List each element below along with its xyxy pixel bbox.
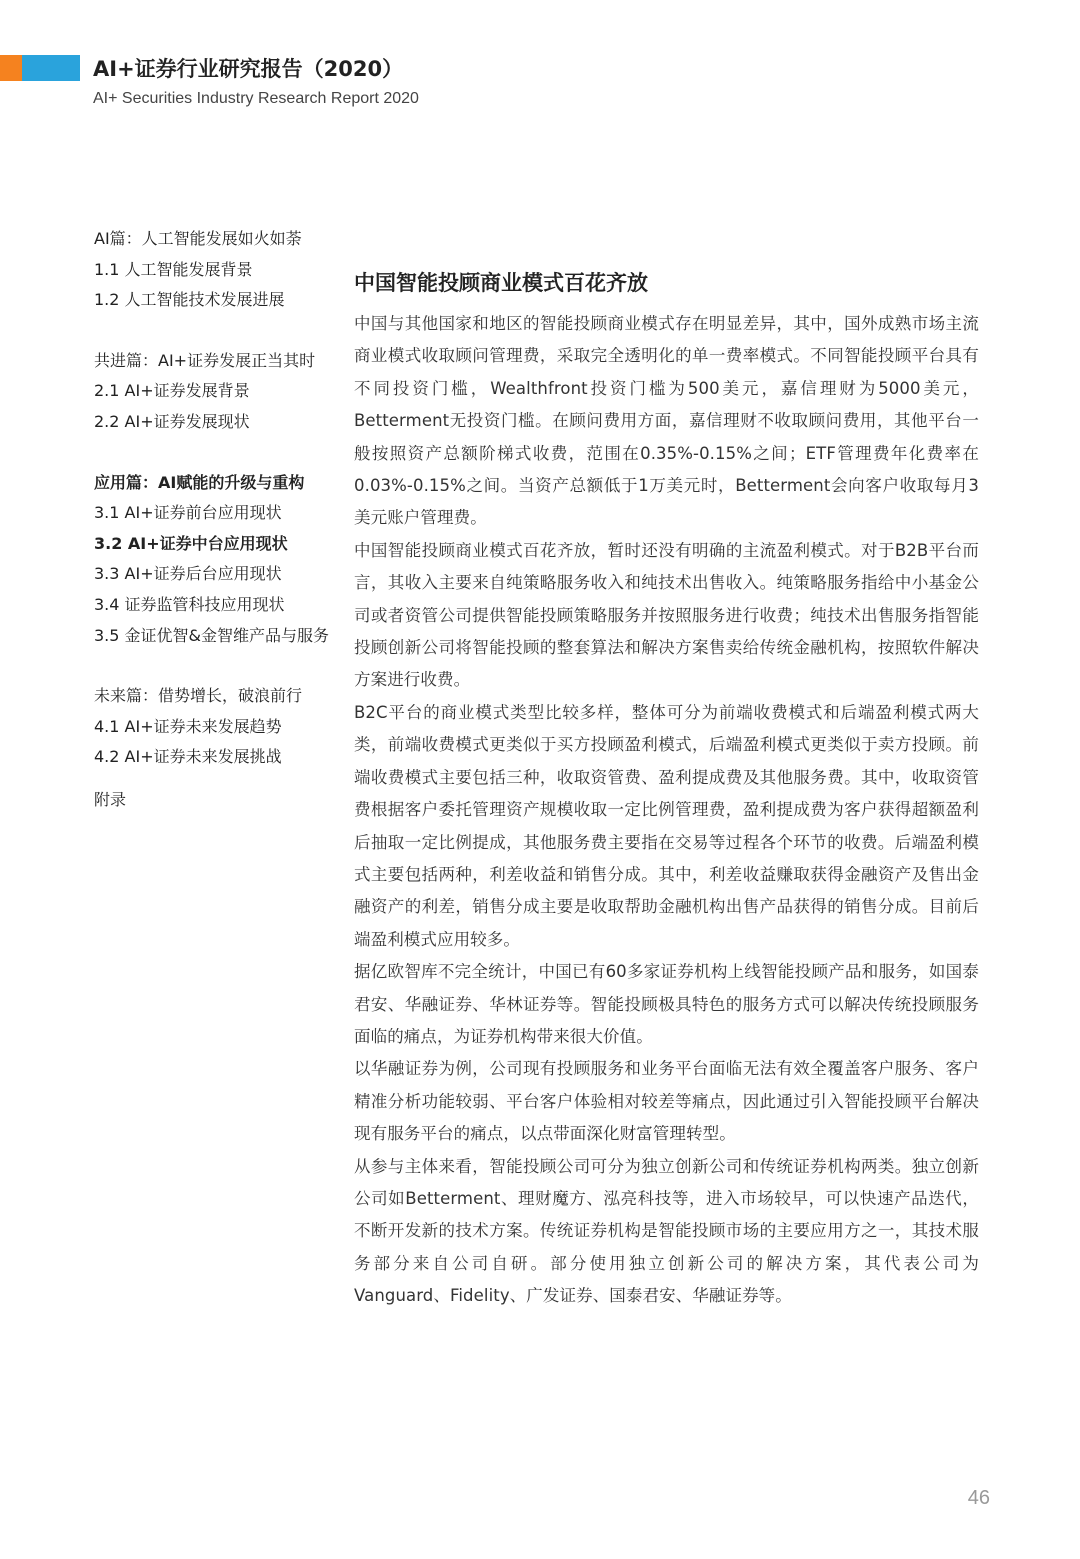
header-accent-blue bbox=[22, 55, 80, 81]
toc-item-2-1[interactable]: 2.1 AI+证券发展背景 bbox=[94, 381, 250, 401]
report-title: AI+证券行业研究报告（2020） bbox=[93, 57, 404, 81]
toc-item-3-1[interactable]: 3.1 AI+证券前台应用现状 bbox=[94, 503, 282, 523]
main-content bbox=[354, 266, 979, 1313]
toc-item-3-2-current[interactable]: 3.2 AI+证券中台应用现状 bbox=[94, 533, 288, 553]
toc-item-1-2[interactable]: 1.2 人工智能技术发展进展 bbox=[94, 290, 285, 310]
paragraph-1: 中国与其他国家和地区的智能投顾商业模式存在明显差异，其中，国外成熟市场主流商业模式收取顾问管理费，采取完全透明化的单一费率模式。不同智能投顾平台具有不同投资门槛，Wealthfront投资门槛为500美元，嘉信理财为5000美元，Betterment无投资门槛。在顾问费用方面，嘉信理财不收取顾问费用，其他平台一般按照资产总额阶梯式收费，范围在0.35%-0.15%之间；ETF管理费年化费率在0.03%-0.15%之间。当资产总额低于1万美元时，Betterment会向客户收取每月3美元账户管理费。 bbox=[354, 314, 979, 528]
section-title: 中国智能投顾商业模式百花齐放 bbox=[354, 271, 648, 295]
toc-item-3-3[interactable]: 3.3 AI+证券后台应用现状 bbox=[94, 564, 282, 584]
table-of-contents bbox=[94, 224, 349, 816]
paragraph-2: 中国智能投顾商业模式百花齐放，暂时还没有明确的主流盈利模式。对于B2B平台而言，其收入主要来自纯策略服务收入和纯技术出售收入。纯策略服务指给中小基金公司或者资管公司提供智能投顾策略服务并按照服务进行收费；纯技术出售服务指智能投顾创新公司将智能投顾的整套算法和解决方案售卖给传统金融机构，按照软件解决方案进行收费。 bbox=[354, 540, 979, 690]
page-number: 46 bbox=[967, 1487, 990, 1509]
report-subtitle: AI+ Securities Industry Research Report 2020 bbox=[93, 90, 419, 107]
toc-item-3-4[interactable]: 3.4 证券监管科技应用现状 bbox=[94, 594, 285, 614]
paragraph-6: 从参与主体来看，智能投顾公司可分为独立创新公司和传统证券机构两类。独立创新公司如Betterment、理财魔方、泓亮科技等，进入市场较早，可以快速产品迭代，不断开发新的技术方案。传统证券机构是智能投顾市场的主要应用方之一，其技术服务部分来自公司自研。部分使用独立创新公司的解决方案，其代表公司为Vanguard、Fidelity、广发证券、国泰君安、华融证券等。 bbox=[354, 1156, 979, 1306]
toc-item-2-2[interactable]: 2.2 AI+证券发展现状 bbox=[94, 411, 250, 431]
toc-group-title-yingyong[interactable]: 应用篇：AI赋能的升级与重构 bbox=[94, 472, 305, 492]
toc-item-1-1[interactable]: 1.1 人工智能发展背景 bbox=[94, 259, 253, 279]
toc-item-4-1[interactable]: 4.1 AI+证券未来发展趋势 bbox=[94, 716, 282, 736]
paragraph-4: 据亿欧智库不完全统计，中国已有60多家证券机构上线智能投顾产品和服务，如国泰君安、华融证券、华林证券等。智能投顾极具特色的服务方式可以解决传统投顾服务面临的痛点，为证券机构带来很大价值。 bbox=[354, 962, 979, 1046]
header-accent-orange bbox=[0, 55, 22, 81]
toc-appendix[interactable]: 附录 bbox=[94, 789, 127, 809]
toc-group-title-ai[interactable]: AI篇：人工智能发展如火如荼 bbox=[94, 229, 302, 248]
paragraph-5: 以华融证券为例，公司现有投顾服务和业务平台面临无法有效全覆盖客户服务、客户精准分析功能较弱、平台客户体验相对较差等痛点，因此通过引入智能投顾平台解决现有服务平台的痛点，以点带面深化财富管理转型。 bbox=[354, 1059, 979, 1144]
toc-group-title-weilai[interactable]: 未来篇：借势增长，破浪前行 bbox=[94, 686, 303, 706]
toc-group-title-gongjin[interactable]: 共进篇：AI+证券发展正当其时 bbox=[94, 350, 316, 370]
toc-item-3-5[interactable]: 3.5 金证优智&金智维产品与服务 bbox=[94, 625, 330, 645]
toc-item-4-2[interactable]: 4.2 AI+证券未来发展挑战 bbox=[94, 747, 282, 767]
paragraph-3: B2C平台的商业模式类型比较多样，整体可分为前端收费模式和后端盈利模式两大类，前端收费模式更类似于买方投顾盈利模式，后端盈利模式更类似于卖方投顾。前端收费模式主要包括三种，收取资管费、盈利提成费及其他服务费。其中，收取资管费根据客户委托管理资产规模收取一定比例管理费，盈利提成费为客户获得超额盈利后抽取一定比例提成，其他服务费主要指在交易等过程各个环节的收费。后端盈利模式主要包括两种，利差收益和销售分成。其中，利差收益赚取获得金融资产及售出金融资产的利差，销售分成主要是收取帮助金融机构出售产品获得的销售分成。目前后端盈利模式应用较多。 bbox=[354, 702, 979, 949]
